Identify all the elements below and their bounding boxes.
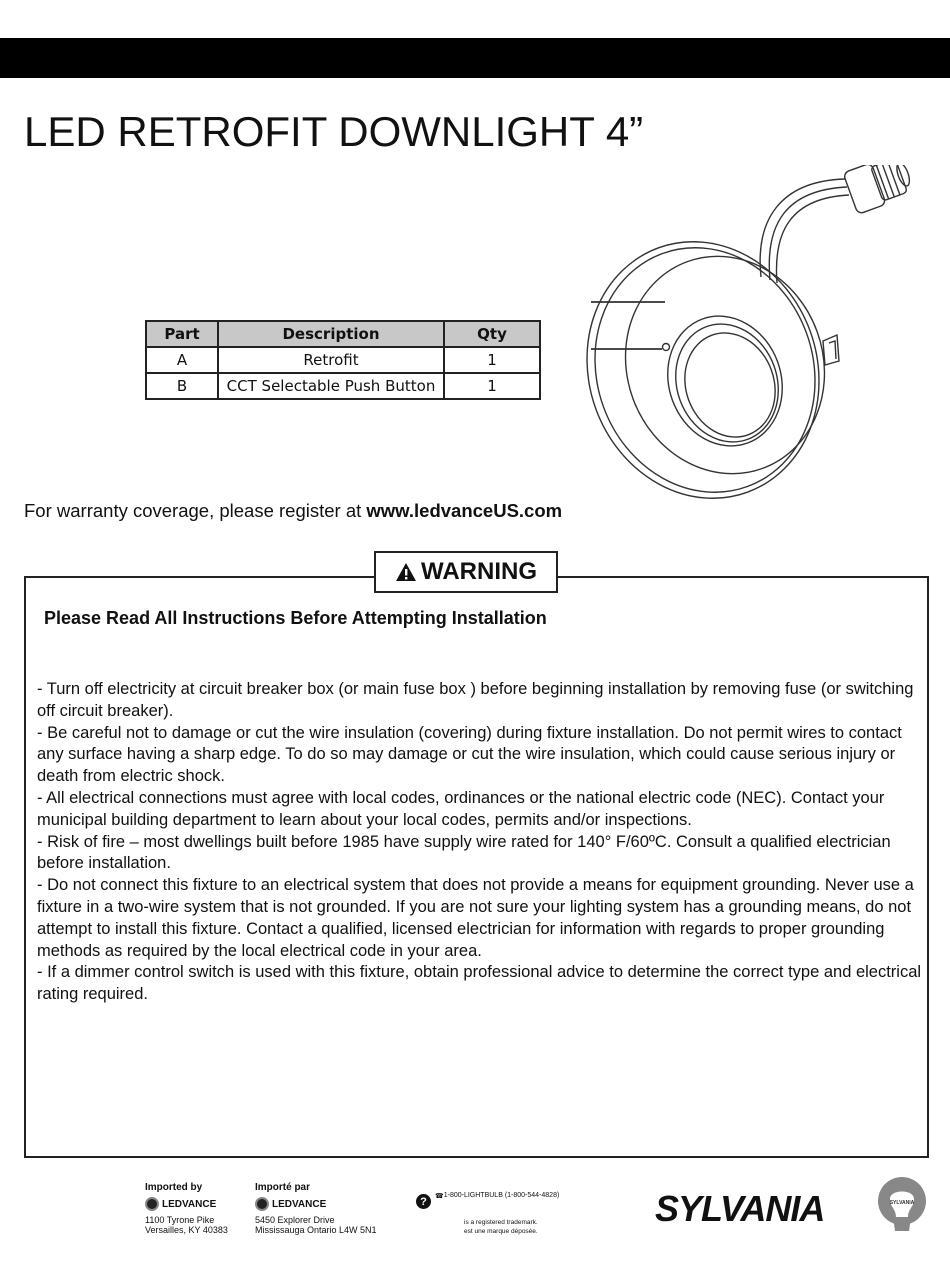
sylvania-bulb-logo-icon [876,1177,928,1239]
ledvance-name: LEDVANCE [272,1198,327,1210]
ledvance-logo-icon [145,1197,159,1211]
column-header-description: Description [218,321,444,347]
trademark-line1: is a registered trademark. [464,1219,538,1226]
qty-cell: 1 [444,347,540,373]
table-header-row [146,321,540,347]
us-address-line1: 1100 Tyrone Pike [145,1215,215,1225]
table-row [146,373,540,399]
warning-item: - Be careful not to damage or cut the wire insulation (covering) during fixture installation. Do not permit wires to contact any surface having a sharp edge. To do so may damage or cut the wire insulation, which could cause serious injury or death from electric shock. [37,723,902,786]
ledvance-logo [255,1197,377,1211]
svg-text:SYLVANIA: SYLVANIA [889,1200,915,1206]
importe-par-block [255,1182,377,1235]
sylvania-wordmark: SYLVANIA [655,1188,825,1229]
downlight-illustration [585,165,930,510]
ledvance-logo [145,1197,228,1211]
importe-par-label: Importé par [255,1182,311,1193]
warning-header [374,551,558,593]
warning-item: - Do not connect this fixture to an electrical system that does not provide a means for equipment grounding. Never use a fixture in a two-wire system that is not grounded. If you are not sure your lighting system has a grounding means, do not attempt to install this fixture. Contact a qualified, licensed electrician for information with regards to proper grounding methods as required by the local electrical code in your area. [37,876,914,960]
qty-cell: 1 [444,373,540,399]
trademark-line2: est une marque déposée. [464,1228,538,1235]
ledvance-name: LEDVANCE [162,1198,217,1210]
warranty-text: For warranty coverage, please register at [24,500,367,521]
imported-by-label: Imported by [145,1182,203,1193]
warranty-note [24,500,562,522]
us-address-line2: Versailles, KY 40383 [145,1225,228,1235]
warning-item: - Turn off electricity at circuit breaker box (or main fuse box ) before beginning installation by removing fuse (or switching off circuit breaker). [37,680,914,720]
warning-triangle-icon [395,562,417,582]
description-cell: Retrofit [218,347,444,373]
phone-icon: ☎ [435,1193,444,1200]
column-header-part: Part [146,321,218,347]
warning-subtitle: Please Read All Instructions Before Attempting Installation [44,608,547,628]
phone-block [416,1192,559,1209]
parts-table [145,320,541,400]
warranty-link[interactable]: www.ledvanceUS.com [366,500,563,521]
warning-item: - Risk of fire – most dwellings built before 1985 have supply wire rated for 140° F/60ºC. Consult a qualified electrician before installation. [37,832,891,873]
column-header-qty: Qty [444,321,540,347]
footer [0,1180,950,1260]
description-cell: CCT Selectable Push Button [218,373,444,399]
warning-label: WARNING [421,558,537,585]
question-icon: ? [416,1194,431,1209]
warning-item: - If a dimmer control switch is used with this fixture, obtain professional advice to determine the correct type and electrical rating required. [37,963,922,1004]
part-cell: A [146,347,218,373]
table-row [146,347,540,373]
warning-list [37,679,925,1006]
ledvance-logo-icon [255,1197,269,1211]
phone-number: 1-800-LIGHTBULB (1-800-544-4828) [443,1192,560,1199]
page-title: LED RETROFIT DOWNLIGHT 4” [24,108,644,155]
top-black-bar [0,38,950,78]
trademark-note [464,1218,538,1236]
warning-item: - All electrical connections must agree with local codes, ordinances or the national electric code (NEC). Contact your municipal building department to learn about your local codes, permits and/or inspections. [37,788,885,829]
part-cell: B [146,373,218,399]
ca-address-line2: Mississauga Ontario L4W 5N1 [255,1225,377,1235]
ca-address-line1: 5450 Explorer Drive [255,1215,335,1225]
imported-by-block [145,1182,228,1235]
